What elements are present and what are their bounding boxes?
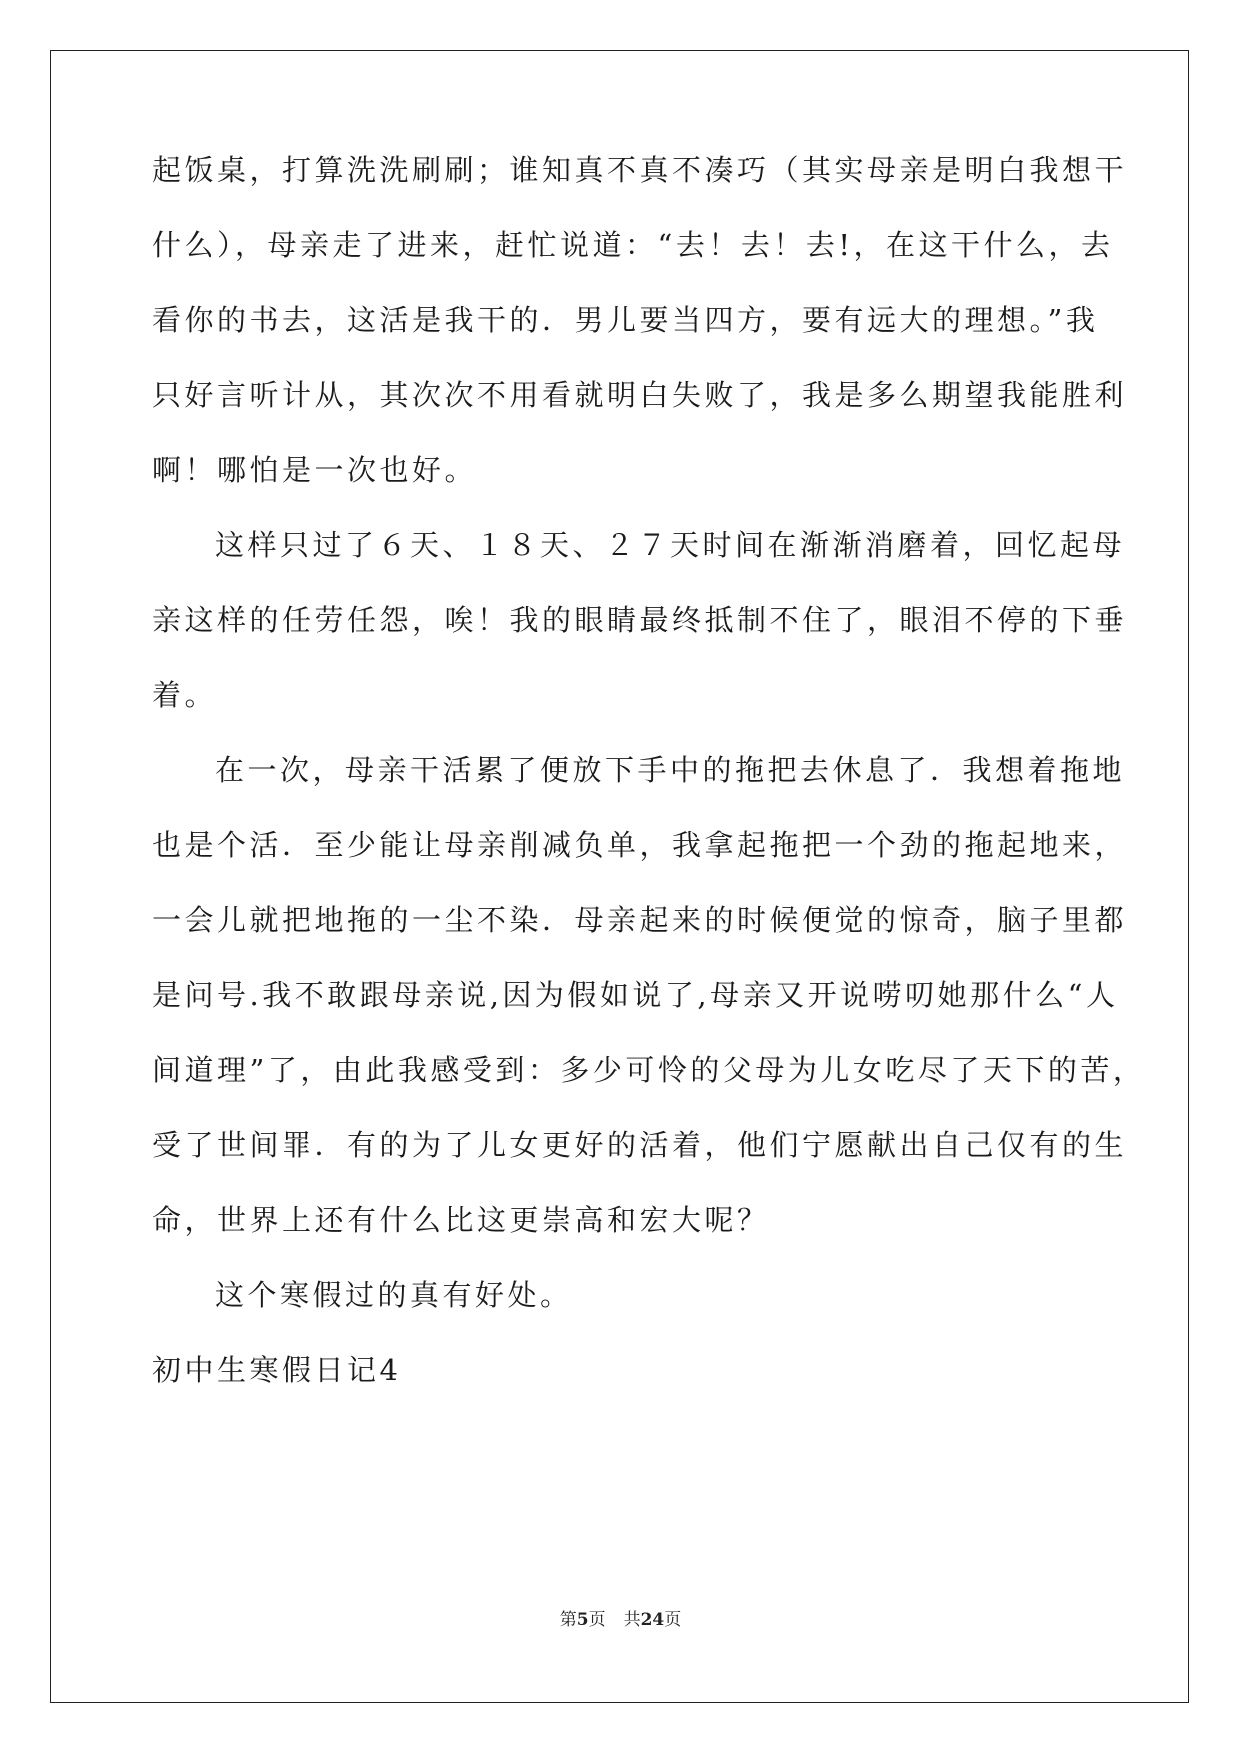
text-line: 亲这样的任劳任怨，唉！我的眼睛最终抵制不住了，眼泪不停的下垂 [152, 603, 1128, 637]
text-line: 看你的书去，这活是我干的．男儿要当四方，要有远大的理想。”我 [152, 303, 1099, 337]
text-line: 起饭桌，打算洗洗刷刷；谁知真不真不凑巧（其实母亲是明白我想干 [152, 153, 1128, 187]
text-line: 是问号.我不敢跟母亲说,因为假如说了,母亲又开说唠叨她那什么“人 [152, 978, 1119, 1012]
text-line: 什么），母亲走了进来，赶忙说道：“去！去！去!，在这干什么，去 [152, 228, 1114, 262]
text-line: 受了世间罪．有的为了儿女更好的活着，他们宁愿献出自己仅有的生 [152, 1128, 1128, 1162]
text-line: 命，世界上还有什么比这更崇高和宏大呢？ [152, 1203, 770, 1237]
paragraph-start-line: 这样只过了６天、１８天、２７天时间在渐渐消磨着，回忆起母 [215, 528, 1126, 562]
text-line: 间道理”了，由此我感受到：多少可怜的父母为儿女吃尽了天下的苦， [152, 1053, 1146, 1087]
page-current: 5 [576, 1610, 589, 1630]
section-heading: 初中生寒假日记4 [152, 1353, 402, 1387]
text-line: 一会儿就把地拖的一尘不染．母亲起来的时候便觉的惊奇，脑子里都 [152, 903, 1128, 937]
page-prefix: 第 [559, 1610, 577, 1630]
total-unit: 页 [664, 1610, 682, 1630]
page-unit: 页 [588, 1610, 606, 1630]
text-line: 只好言听计从，其次次不用看就明白失败了，我是多么期望我能胜利 [152, 378, 1128, 412]
paragraph-start-line: 这个寒假过的真有好处。 [215, 1278, 573, 1312]
total-prefix: 共 [623, 1610, 641, 1630]
text-line: 着。 [152, 678, 218, 712]
page-total: 24 [640, 1610, 665, 1630]
page-footer [0, 1605, 1241, 1630]
text-line: 啊！哪怕是一次也好。 [152, 453, 478, 487]
page-border [50, 50, 1189, 1703]
text-line: 也是个活．至少能让母亲削减负单，我拿起拖把一个劲的拖起地来， [152, 828, 1128, 862]
paragraph-start-line: 在一次，母亲干活累了便放下手中的拖把去休息了．我想着拖地 [215, 753, 1126, 787]
